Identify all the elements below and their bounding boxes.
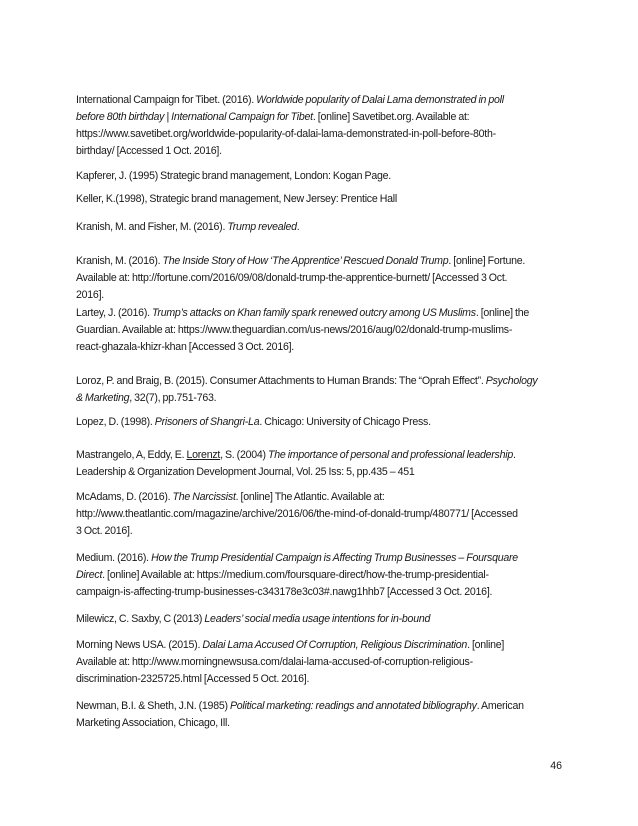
reference-line bbox=[76, 143, 504, 160]
reference-entry bbox=[76, 447, 516, 481]
reference-entry bbox=[76, 253, 525, 304]
reference-line bbox=[76, 270, 525, 287]
reference-text: Loroz, P. and Braig, B. (2015). Consumer Attachments to Human Brands: The “Oprah Effect”. bbox=[76, 375, 486, 387]
reference-text: Lorenzt bbox=[186, 449, 221, 461]
reference-title-text: before 80th birthday | International Campaign for Tibet bbox=[76, 111, 313, 123]
reference-title-text: Worldwide popularity of Dalai Lama demonstrated in poll bbox=[256, 94, 504, 106]
reference-text: Guardian. Available at: https://www.theguardian.com/us-news/2016/aug/02/donald-trump-muslims- bbox=[76, 324, 513, 336]
reference-line bbox=[76, 168, 391, 185]
reference-title-text: Psychology bbox=[485, 375, 538, 387]
reference-entry bbox=[76, 168, 391, 185]
reference-line bbox=[76, 373, 537, 390]
reference-text: campaign-is-affecting-trump-businesses-c343178e3c03#.nawg1hhb7 [Accessed 3 Oct. 2016]. bbox=[76, 586, 493, 598]
reference-text: http://www.theatlantic.com/magazine/archive/2016/06/the-mind-of-donald-trump/480771/ [Accessed bbox=[76, 508, 518, 520]
reference-entry bbox=[76, 219, 299, 236]
reference-line bbox=[76, 464, 516, 481]
reference-line bbox=[76, 322, 529, 339]
reference-title-text: Dalai Lama Accused Of Corruption, Religious Discrimination bbox=[202, 639, 468, 651]
reference-line bbox=[76, 219, 299, 236]
reference-text: . [online] The Atlantic. Available at: bbox=[235, 491, 385, 503]
reference-entry bbox=[76, 637, 504, 688]
reference-line bbox=[76, 637, 504, 654]
page-number: 46 bbox=[550, 760, 562, 772]
reference-title-text: Political marketing: readings and annotated bibliography bbox=[229, 700, 477, 712]
reference-line bbox=[76, 253, 525, 270]
reference-entry bbox=[76, 611, 430, 628]
reference-text: . [online] Fortune. bbox=[448, 255, 526, 267]
reference-line bbox=[76, 654, 504, 671]
reference-title-text: The Narcissist bbox=[172, 491, 236, 503]
reference-line bbox=[76, 305, 529, 322]
reference-title-text: Direct bbox=[76, 569, 103, 581]
reference-text: , 32(7), pp.751-763. bbox=[129, 392, 217, 404]
reference-text: discrimination-2325725.html [Accessed 5 Oct. 2016]. bbox=[76, 673, 310, 685]
reference-title-text: & Marketing bbox=[76, 392, 130, 404]
reference-line bbox=[76, 550, 518, 567]
reference-text: . bbox=[512, 449, 516, 461]
reference-line bbox=[76, 191, 397, 208]
reference-text: . American bbox=[476, 700, 524, 712]
reference-title-text: Trump revealed bbox=[227, 221, 297, 233]
reference-text: 2016]. bbox=[76, 289, 104, 301]
reference-line bbox=[76, 506, 518, 523]
reference-entry bbox=[76, 191, 397, 208]
reference-text: Lartey, J. (2016). bbox=[76, 307, 152, 319]
reference-line bbox=[76, 390, 537, 407]
reference-line bbox=[76, 715, 524, 732]
reference-text: . [online] Available at: https://medium.com/foursquare-direct/how-the-trump-presidential- bbox=[102, 569, 489, 581]
reference-text: Milewicz, C. Saxby, C (2013) bbox=[76, 613, 205, 625]
reference-line bbox=[76, 523, 518, 540]
reference-title-text: Prisoners of Shangri-La bbox=[154, 416, 260, 428]
reference-entry bbox=[76, 698, 524, 732]
reference-line bbox=[76, 671, 504, 688]
reference-entry bbox=[76, 305, 529, 356]
reference-entry bbox=[76, 489, 518, 540]
reference-line bbox=[76, 339, 529, 356]
reference-text: Medium. (2016). bbox=[76, 552, 152, 564]
reference-line bbox=[76, 126, 504, 143]
reference-text: . Chicago: University of Chicago Press. bbox=[259, 416, 431, 428]
reference-entry bbox=[76, 414, 431, 431]
reference-text: . [online] bbox=[467, 639, 505, 651]
reference-title-text: Leaders’ social media usage intentions for in-bound bbox=[204, 613, 431, 625]
reference-line bbox=[76, 698, 524, 715]
reference-entry bbox=[76, 373, 537, 407]
reference-text: 3 Oct. 2016]. bbox=[76, 525, 133, 537]
reference-text: birthday/ [Accessed 1 Oct. 2016]. bbox=[76, 145, 222, 157]
reference-line bbox=[76, 584, 518, 601]
reference-text: Morning News USA. (2015). bbox=[76, 639, 203, 651]
reference-title-text: The importance of personal and professional leadership bbox=[268, 449, 513, 461]
reference-line bbox=[76, 92, 504, 109]
reference-text: Leadership & Organization Development Journal, Vol. 25 Iss: 5, pp.435 – 451 bbox=[76, 466, 415, 478]
reference-line bbox=[76, 109, 504, 126]
reference-line bbox=[76, 414, 431, 431]
reference-text: . bbox=[296, 221, 300, 233]
reference-text: Mastrangelo, A, Eddy, E. bbox=[76, 449, 187, 461]
reference-text: Lopez, D. (1998). bbox=[76, 416, 155, 428]
reference-line bbox=[76, 567, 518, 584]
reference-text: McAdams, D. (2016). bbox=[76, 491, 173, 503]
reference-line bbox=[76, 287, 525, 304]
reference-text: International Campaign for Tibet. (2016). bbox=[76, 94, 257, 106]
reference-title-text: The Inside Story of How ‘The Apprentice’ Rescued Donald Trump bbox=[162, 255, 449, 267]
reference-text: Marketing Association, Chicago, Ill. bbox=[76, 717, 230, 729]
reference-text: Available at: http://www.morningnewsusa.com/dalai-lama-accused-of-corruption-religious- bbox=[76, 656, 473, 668]
reference-text: react-ghazala-khizr-khan [Accessed 3 Oct. 2016]. bbox=[76, 341, 294, 353]
reference-line bbox=[76, 447, 516, 464]
reference-entry bbox=[76, 92, 504, 160]
reference-text: https://www.savetibet.org/worldwide-popularity-of-dalai-lama-demonstrated-in-poll-before-80th- bbox=[76, 128, 496, 140]
reference-title-text: How the Trump Presidential Campaign is Affecting Trump Businesses – Foursquare bbox=[151, 552, 518, 564]
reference-text: , S. (2004) bbox=[220, 449, 268, 461]
reference-text: Kranish, M. (2016). bbox=[76, 255, 163, 267]
reference-line bbox=[76, 489, 518, 506]
reference-text: . [online] Savetibet.org. Available at: bbox=[312, 111, 470, 123]
reference-title-text: Trump’s attacks on Khan family spark renewed outcry among US Muslims bbox=[152, 307, 476, 319]
reference-text: Kapferer, J. (1995) Strategic brand management, London: Kogan Page. bbox=[76, 170, 391, 182]
reference-entry bbox=[76, 550, 518, 601]
reference-text: . [online] the bbox=[475, 307, 530, 319]
reference-text: Available at: http://fortune.com/2016/09/08/donald-trump-the-apprentice-burnett/ [Accessed 3 Oct. bbox=[76, 272, 508, 284]
reference-line bbox=[76, 611, 430, 628]
reference-text: Newman, B.I. & Sheth, J.N. (1985) bbox=[76, 700, 230, 712]
reference-text: Kranish, M. and Fisher, M. (2016). bbox=[76, 221, 228, 233]
reference-text: Keller, K.(1998), Strategic brand management, New Jersey: Prentice Hall bbox=[76, 193, 397, 205]
